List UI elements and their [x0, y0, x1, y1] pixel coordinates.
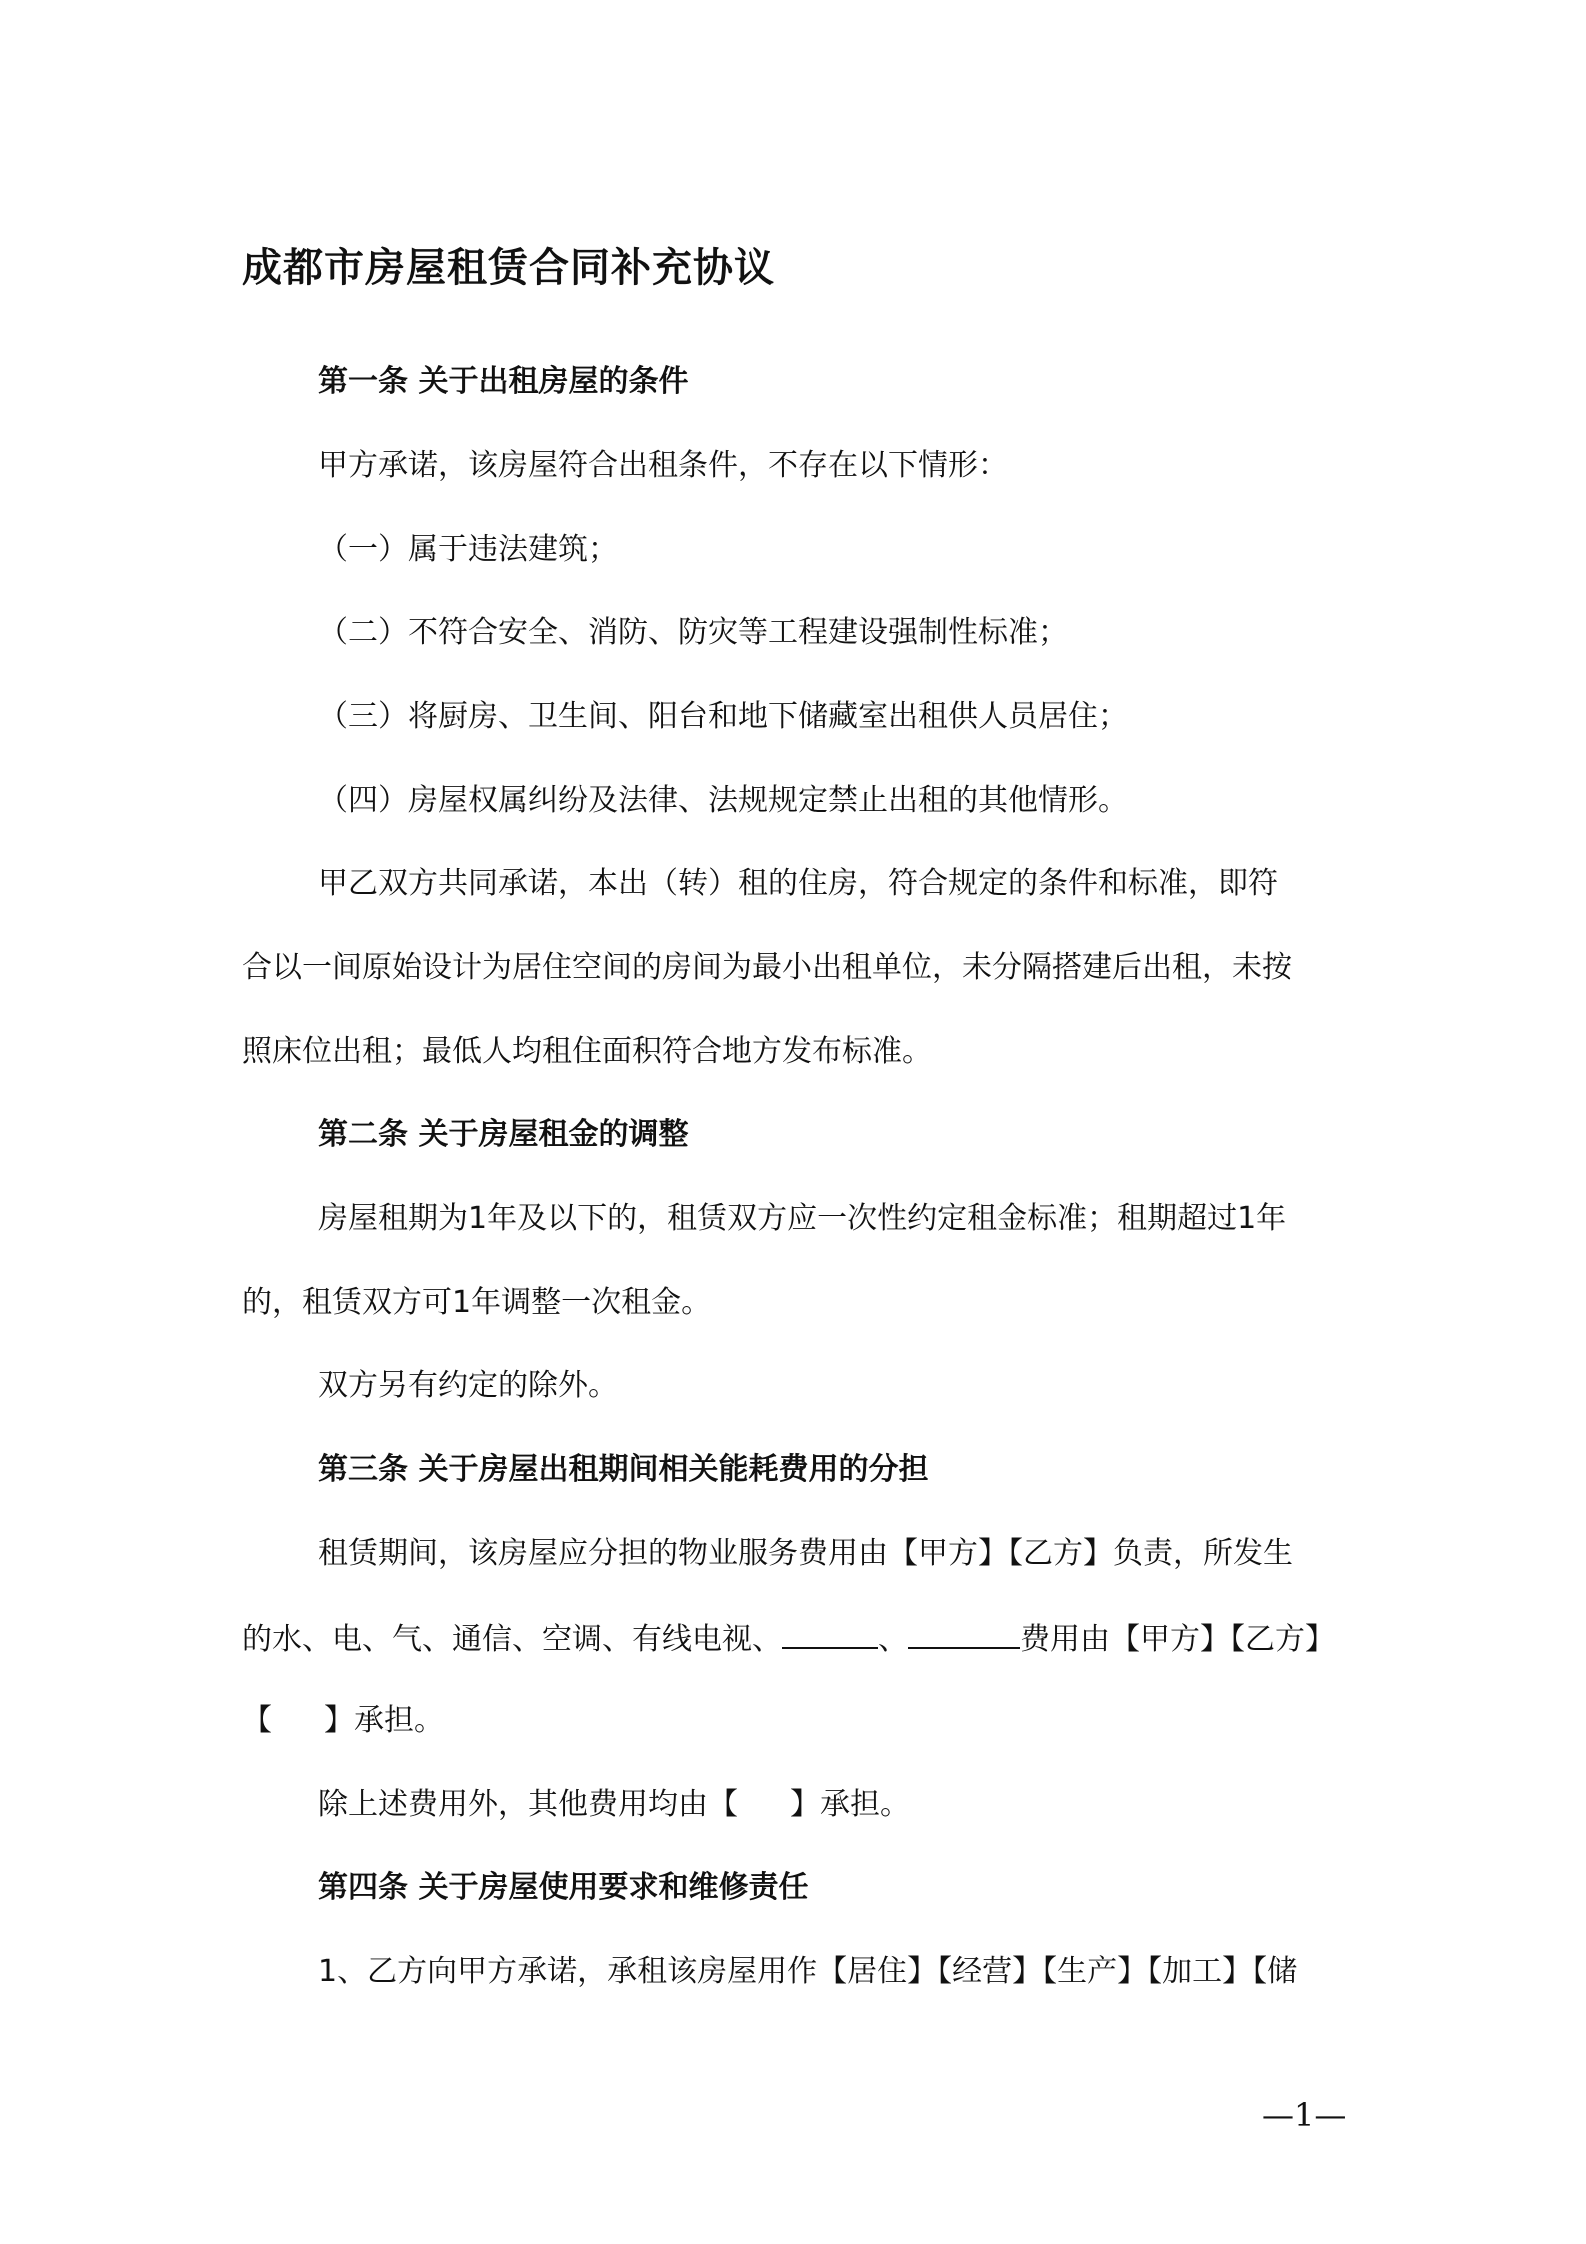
article-1-paragraph-line-3: 照床位出租；最低人均租住面积符合地方发布标准。	[242, 1034, 932, 1069]
article-1-intro: 甲方承诺，该房屋符合出租条件，不存在以下情形：	[318, 448, 1008, 483]
bracket-open: 【	[242, 1703, 272, 1738]
article-3-paragraph-line-2	[242, 1617, 1335, 1660]
other-fees-close-text: 】承担。	[790, 1787, 910, 1822]
article-3-heading: 第三条 关于房屋出租期间相关能耗费用的分担	[318, 1452, 929, 1487]
article-1-paragraph-line-1: 甲乙双方共同承诺，本出（转）租的住房，符合规定的条件和标准，即符	[318, 866, 1278, 901]
article-3-other-fees	[318, 1785, 910, 1825]
document-title: 成都市房屋租赁合同补充协议	[242, 245, 775, 291]
article-1-paragraph-line-2: 合以一间原始设计为居住空间的房间为最小出租单位，未分隔搭建后出租，未按	[242, 950, 1292, 985]
article-3-paragraph-line-3	[242, 1701, 444, 1741]
article-3-separator: 、	[878, 1622, 908, 1657]
article-2-heading: 第二条 关于房屋租金的调整	[318, 1117, 689, 1152]
article-1-item-3: （三）将厨房、卫生间、阳台和地下储藏室出租供人员居住；	[318, 699, 1128, 734]
article-2-paragraph-line-2: 的，租赁双方可1年调整一次租金。	[242, 1285, 712, 1320]
article-2-paragraph-line-1: 房屋租期为1年及以下的，租赁双方应一次性约定租金标准；租期超过1年	[318, 1201, 1287, 1236]
fill-in-blank-2[interactable]	[908, 1617, 1020, 1649]
article-4-paragraph-line-1: 1、乙方向甲方承诺，承租该房屋用作【居住】【经营】【生产】【加工】【储	[318, 1954, 1298, 1989]
article-2-note: 双方另有约定的除外。	[318, 1368, 618, 1403]
article-3-payer-text: 费用由【甲方】【乙方】	[1020, 1622, 1335, 1657]
article-1-item-1: （一）属于违法建筑；	[318, 532, 618, 567]
bracket-close-text: 】承担。	[324, 1703, 444, 1738]
article-1-heading: 第一条 关于出租房屋的条件	[318, 364, 689, 399]
article-3-paragraph-line-1: 租赁期间，该房屋应分担的物业服务费用由【甲方】【乙方】负责，所发生	[318, 1536, 1293, 1571]
article-1-item-2: （二）不符合安全、消防、防灾等工程建设强制性标准；	[318, 615, 1068, 650]
article-3-utilities-text: 的水、电、气、通信、空调、有线电视、	[242, 1622, 782, 1657]
page-number: —1—	[1262, 2096, 1347, 2134]
article-4-heading: 第四条 关于房屋使用要求和维修责任	[318, 1870, 809, 1905]
other-fees-text: 除上述费用外，其他费用均由【	[318, 1787, 738, 1822]
article-1-item-4: （四）房屋权属纠纷及法律、法规规定禁止出租的其他情形。	[318, 783, 1128, 818]
fill-in-blank-1[interactable]	[782, 1617, 878, 1649]
